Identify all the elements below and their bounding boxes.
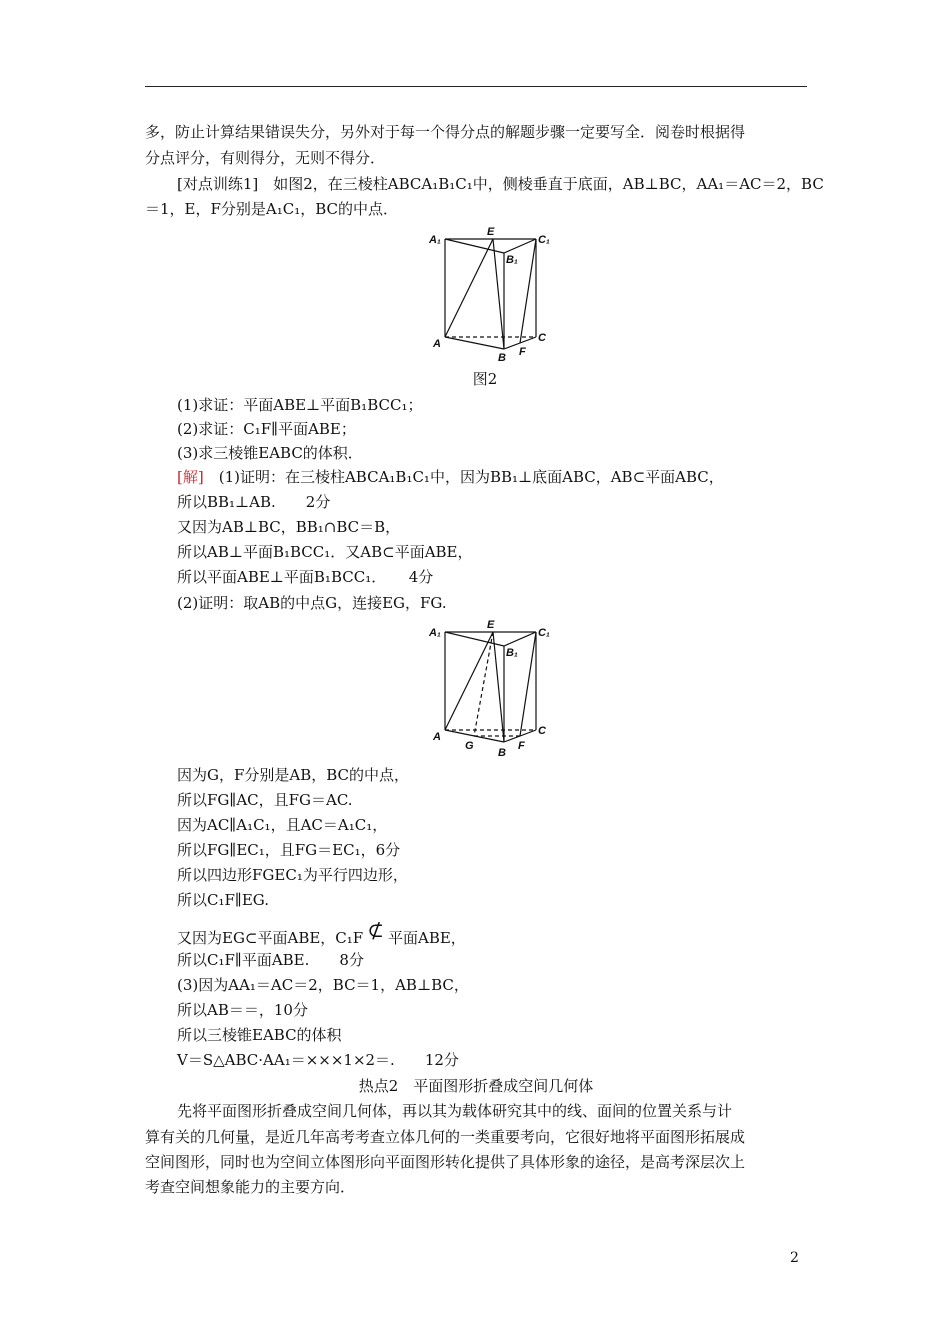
proof-line: 所以四边形FGEC₁为平行四边形， xyxy=(177,866,408,884)
label-A1: A₁ xyxy=(429,627,441,639)
label-B1: B₁ xyxy=(506,647,518,659)
proof-line: 因为AC∥A₁C₁，且AC＝A₁C₁， xyxy=(177,816,388,834)
exercise-intro: [对点训练1] 如图2，在三棱柱ABCA₁B₁C₁中，侧棱垂直于底面，AB⊥BC，AA₁＝AC＝2，BC xyxy=(177,175,824,193)
proof-line xyxy=(177,918,466,950)
solution-tag: [解] xyxy=(177,468,204,486)
solution-line: 又因为AB⊥BC，BB₁∩BC＝B， xyxy=(177,518,401,536)
solution-line: 所以AB⊥平面B₁BCC₁．又AB⊂平面ABE， xyxy=(177,543,473,561)
page-number: 2 xyxy=(790,1250,799,1266)
paragraph-line: 先将平面图形折叠成空间几何体，再以其为载体研究其中的线、面间的位置关系与计 xyxy=(177,1102,733,1120)
label-A1: A₁ xyxy=(429,234,441,246)
proof-line: 所以C₁F∥平面ABE. 8分 xyxy=(177,951,364,969)
proof-text: 又因为EG⊂平面ABE，C₁F xyxy=(177,929,364,947)
proof-line: 所以FG∥EC₁，且FG＝EC₁，6分 xyxy=(177,841,401,859)
header-rule xyxy=(145,86,807,87)
proof-text: 平面ABE， xyxy=(387,929,466,947)
label-B: B xyxy=(498,747,506,759)
question-2: (2)求证：C₁F∥平面ABE； xyxy=(177,420,356,438)
label-B1: B₁ xyxy=(506,254,518,266)
figure-caption: 图2 xyxy=(472,370,498,388)
question-3: (3)求三棱锥EABC的体积． xyxy=(177,444,363,462)
solution-line: 所以平面ABE⊥平面B₁BCC₁． 4分 xyxy=(177,568,434,586)
proof-line: 因为G，F分别是AB，BC的中点， xyxy=(177,766,410,784)
not-subset-symbol: ⊄ xyxy=(367,918,384,942)
solution-line xyxy=(177,465,724,489)
label-C: C xyxy=(538,725,546,737)
prism-figure-2 xyxy=(425,618,555,760)
proof-line: 所以AB＝＝，10分 xyxy=(177,1001,308,1019)
proof-line: (3)因为AA₁＝AC＝2，BC＝1，AB⊥BC， xyxy=(177,976,469,994)
paragraph-line: 空间图形，同时也为空间立体图形向平面图形转化提供了具体形象的途径，是高考深层次上 xyxy=(145,1153,746,1171)
proof-line: 所以C₁F∥EG. xyxy=(177,891,269,909)
question-1: (1)求证：平面ABE⊥平面B₁BCC₁； xyxy=(177,396,423,414)
label-F: F xyxy=(518,740,525,752)
label-G: G xyxy=(465,740,474,752)
proof-line: 所以三棱锥EABC的体积 xyxy=(177,1026,342,1044)
text-line: 分点评分，有则得分，无则不得分． xyxy=(145,149,386,167)
label-C1: C₁ xyxy=(538,627,550,639)
proof-line: 所以FG∥AC，且FG＝AC. xyxy=(177,791,353,809)
solution-text: (1)证明：在三棱柱ABCA₁B₁C₁中，因为BB₁⊥底面ABC，AB⊂平面ABC， xyxy=(203,468,724,486)
label-C: C xyxy=(538,332,546,344)
text-line: ＝1，E，F分别是A₁C₁，BC的中点． xyxy=(145,200,399,218)
label-A: A xyxy=(433,338,441,350)
solution-line: (2)证明：取AB的中点G，连接EG，FG. xyxy=(177,594,447,612)
paragraph-line: 算有关的几何量，是近几年高考考查立体几何的一类重要考向，它很好地将平面图形拓展成 xyxy=(145,1128,746,1146)
label-A: A xyxy=(433,731,441,743)
label-E: E xyxy=(487,619,495,631)
label-E: E xyxy=(487,226,495,238)
solution-line: 所以BB₁⊥AB. 2分 xyxy=(177,493,331,511)
label-B: B xyxy=(498,352,506,364)
label-C1: C₁ xyxy=(538,234,550,246)
label-F: F xyxy=(519,346,526,358)
paragraph-line: 考查空间想象能力的主要方向． xyxy=(145,1178,356,1196)
prism-figure-1 xyxy=(425,225,555,365)
text-line: 多，防止计算结果错误失分，另外对于每一个得分点的解题步骤一定要写全．阅卷时根据得 xyxy=(145,123,746,141)
section-heading: 热点2 平面图形折叠成空间几何体 xyxy=(358,1077,594,1095)
proof-line: V＝S△ABC·AA₁＝×××1×2＝. 12分 xyxy=(177,1051,459,1069)
